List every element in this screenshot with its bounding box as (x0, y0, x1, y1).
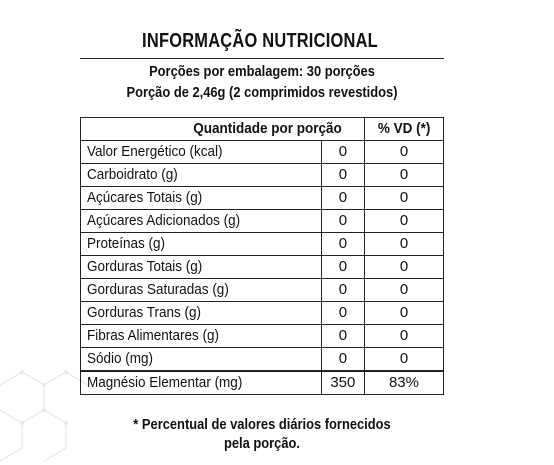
table-row (81, 233, 444, 256)
nutrient-quantity: 0 (321, 187, 364, 210)
nutrient-name: Fibras Alimentares (g) (81, 325, 322, 348)
nutrient-daily-value: 0 (364, 233, 443, 256)
nutrient-quantity: 0 (321, 325, 364, 348)
nutrient-daily-value: 0 (364, 141, 443, 164)
table-header-row (81, 118, 444, 141)
nutrient-name: Proteínas (g) (81, 233, 322, 256)
footnote-line-2: pela porção. (223, 435, 300, 452)
table-row (81, 325, 444, 348)
nutrient-daily-value: 0 (364, 348, 443, 372)
nutrient-name: Magnésio Elementar (mg) (81, 371, 322, 395)
nutrient-daily-value: 0 (364, 325, 443, 348)
nutrient-name: Gorduras Totais (g) (81, 256, 322, 279)
table-row (81, 187, 444, 210)
table-row (81, 210, 444, 233)
nutrient-quantity: 0 (321, 164, 364, 187)
nutrient-name: Carboidrato (g) (81, 164, 322, 187)
nutrient-quantity: 0 (321, 279, 364, 302)
nutrient-daily-value: 83% (364, 371, 443, 395)
nutrient-daily-value: 0 (364, 187, 443, 210)
nutrient-daily-value: 0 (364, 302, 443, 325)
nutrient-daily-value: 0 (364, 256, 443, 279)
table-row (81, 371, 444, 395)
table-row (81, 256, 444, 279)
table-row (81, 302, 444, 325)
nutrient-daily-value: 0 (364, 279, 443, 302)
nutrition-table (80, 117, 444, 395)
table-row (81, 348, 444, 372)
table-row (81, 164, 444, 187)
serving-size: Porção de 2,46g (2 comprimidos revestidos) (126, 84, 398, 101)
servings-per-package: Porções por embalagem: 30 porções (149, 63, 375, 80)
nutrient-name: Gorduras Trans (g) (81, 302, 322, 325)
nutrient-quantity: 0 (321, 141, 364, 164)
nutrient-quantity: 350 (321, 371, 364, 395)
nutrient-name: Açúcares Totais (g) (81, 187, 322, 210)
nutrient-quantity: 0 (321, 302, 364, 325)
nutrient-name: Gorduras Saturadas (g) (81, 279, 322, 302)
nutrient-quantity: 0 (321, 256, 364, 279)
footnote (80, 415, 444, 453)
table-row (81, 141, 444, 164)
footnote-line-1: * Percentual de valores diários fornecidos (133, 416, 391, 433)
label-title: INFORMAÇÃO NUTRICIONAL (142, 30, 378, 52)
header-quantity: Quantidade por porção (81, 118, 365, 141)
nutrient-quantity: 0 (321, 233, 364, 256)
title-divider (80, 58, 444, 59)
nutrient-quantity: 0 (321, 348, 364, 372)
nutrient-quantity: 0 (321, 210, 364, 233)
nutrient-name: Açúcares Adicionados (g) (81, 210, 322, 233)
nutrient-name: Sódio (mg) (81, 348, 322, 372)
nutrient-name: Valor Energético (kcal) (81, 141, 322, 164)
nutrient-daily-value: 0 (364, 210, 443, 233)
header-daily-value: % VD (*) (364, 118, 443, 141)
table-row (81, 279, 444, 302)
nutrient-daily-value: 0 (364, 164, 443, 187)
